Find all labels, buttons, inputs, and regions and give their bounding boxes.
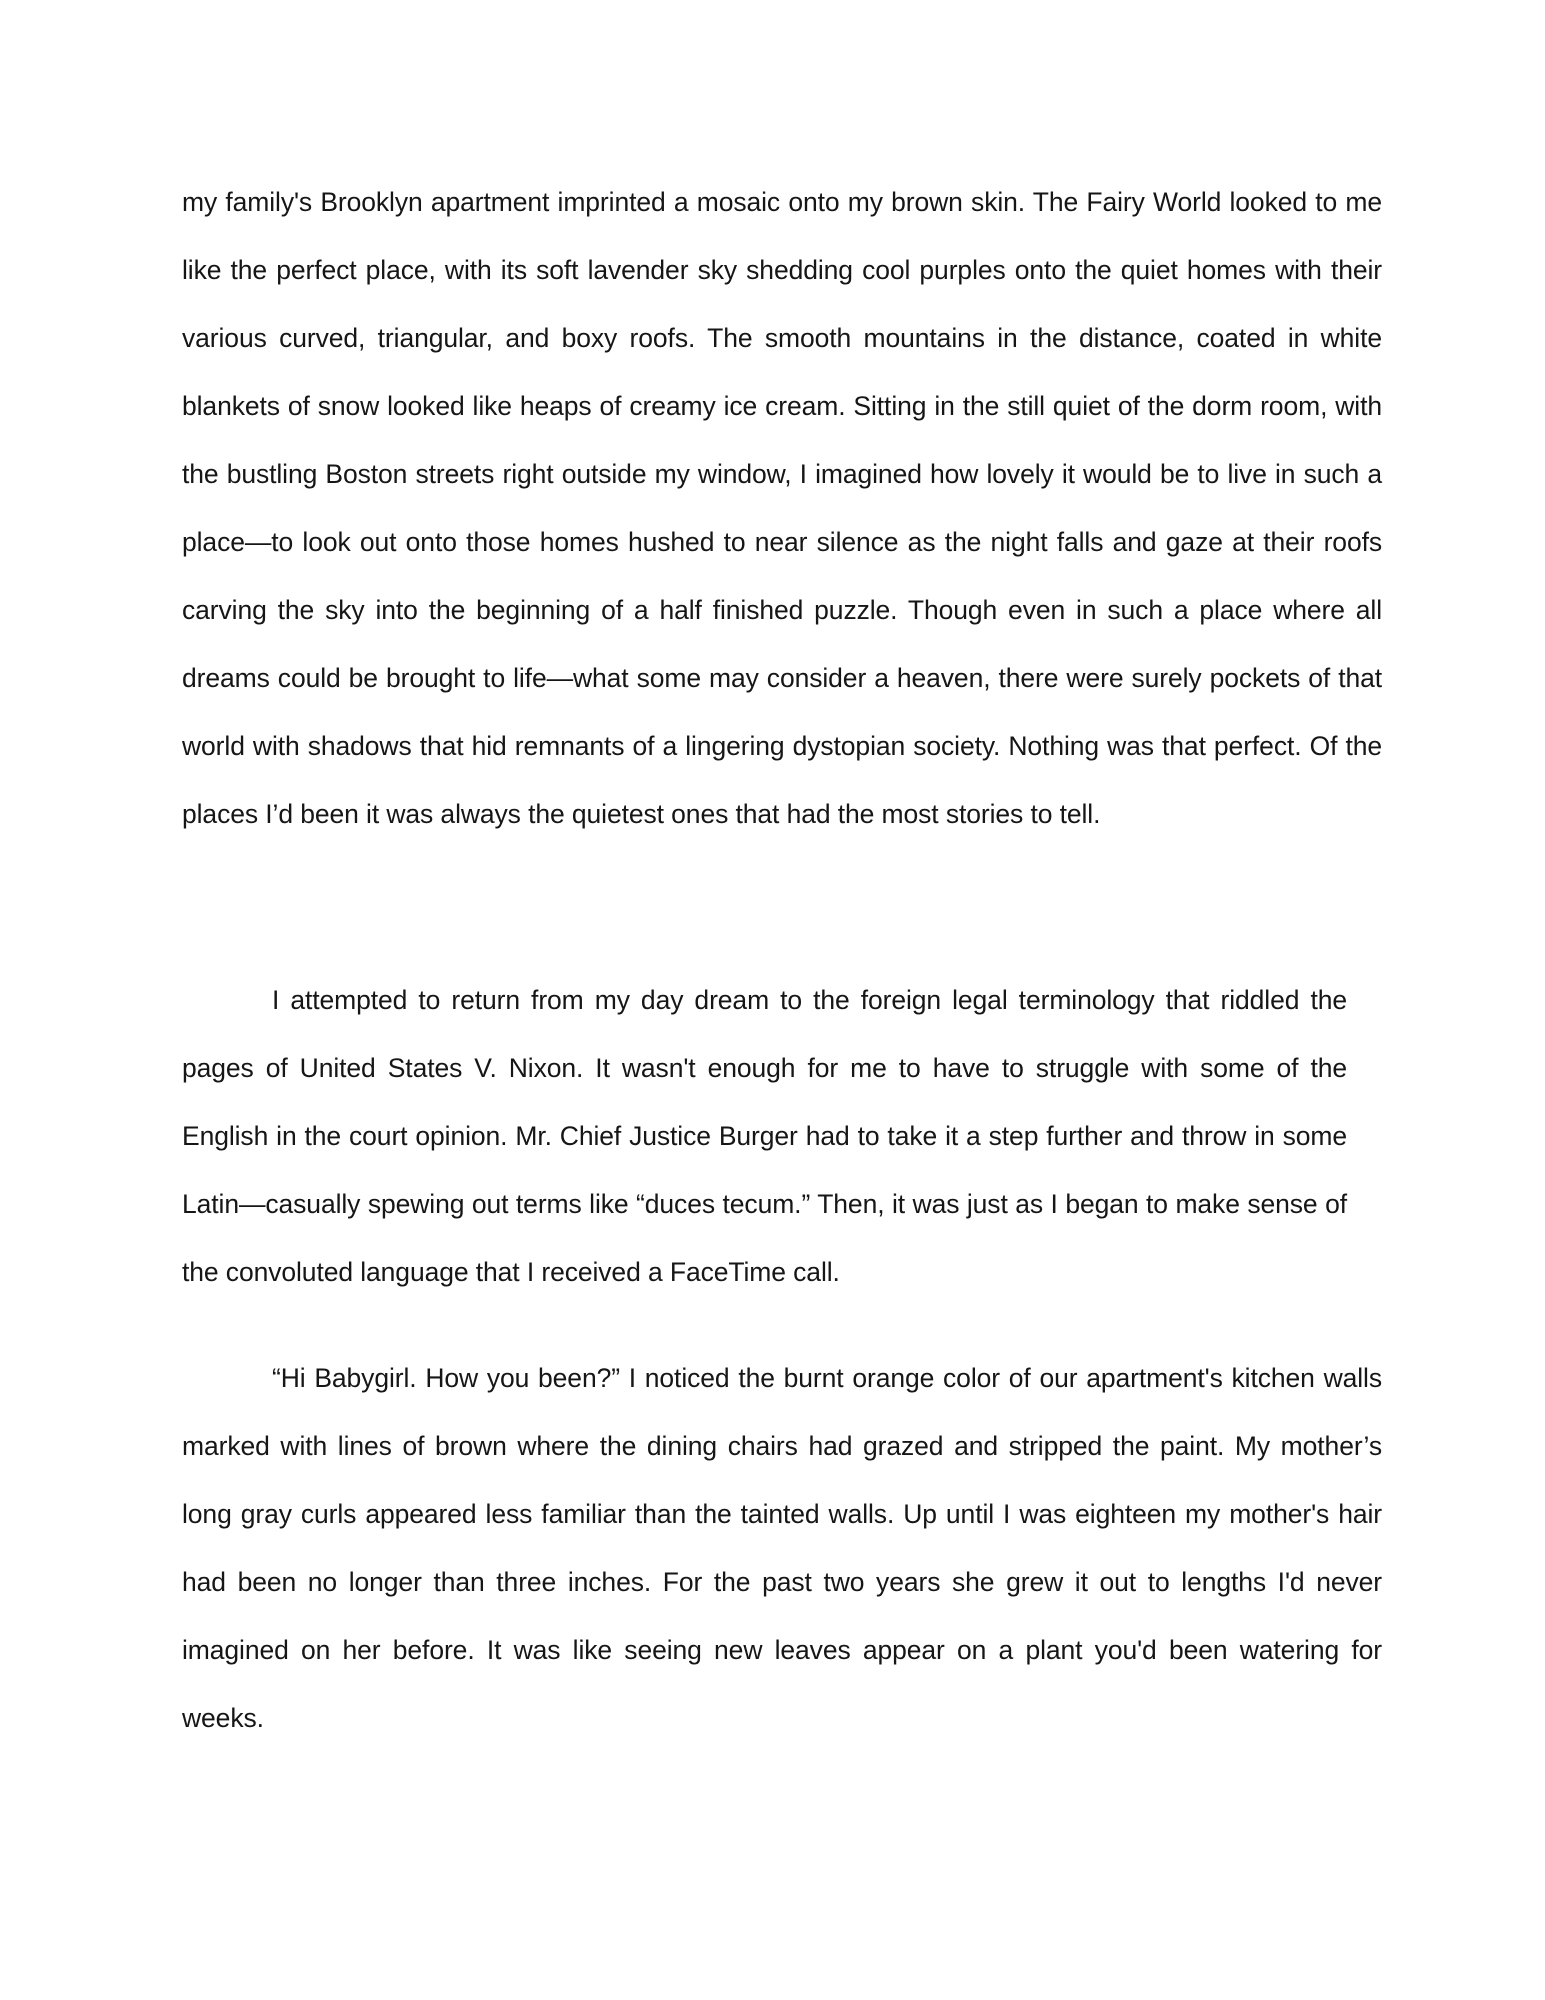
body-paragraph-3: “Hi Babygirl. How you been?” I noticed the burnt orange color of our apartment's kitchen walls marked with lines of brown where the dining chairs had grazed and stripped the paint. My mother’s long gray curls appeared less familiar than the tainted walls. Up until I was eighteen my mother's hair had been no longer than three inches. For the past two years she grew it out to lengths I'd never imagined on her before. It was like seeing new leaves appear on a plant you'd been watering for weeks. xyxy=(182,1363,1382,1733)
body-paragraph-1: my family's Brooklyn apartment imprinted a mosaic onto my brown skin. The Fairy World looked to me like the perfect place, with its soft lavender sky shedding cool purples onto the quiet homes with their various curved, triangular, and boxy roofs. The smooth mountains in the distance, coated in white blankets of snow looked like heaps of creamy ice cream. Sitting in the still quiet of the dorm room, with the bustling Boston streets right outside my window, I imagined how lovely it would be to live in such a place—to look out onto those homes hushed to near silence as the night falls and gaze at their roofs carving the sky into the beginning of a half finished puzzle. Though even in such a place where all dreams could be brought to life—what some may consider a heaven, there were surely pockets of that world with shadows that hid remnants of a lingering dystopian society. Nothing was that perfect. Of the places I’d been it was always the quietest ones that had the most stories to tell. xyxy=(182,187,1382,829)
body-paragraph-2: I attempted to return from my day dream to the foreign legal terminology that riddled the pages of United States V. Nixon. It wasn't enough for me to have to struggle with some of the English in the court opinion. Mr. Chief Justice Burger had to take it a step further and throw in some Latin—casually spewing out terms like “duces tecum.” Then, it was just as I began to make sense of the convoluted language that I received a FaceTime call. xyxy=(182,985,1347,1287)
